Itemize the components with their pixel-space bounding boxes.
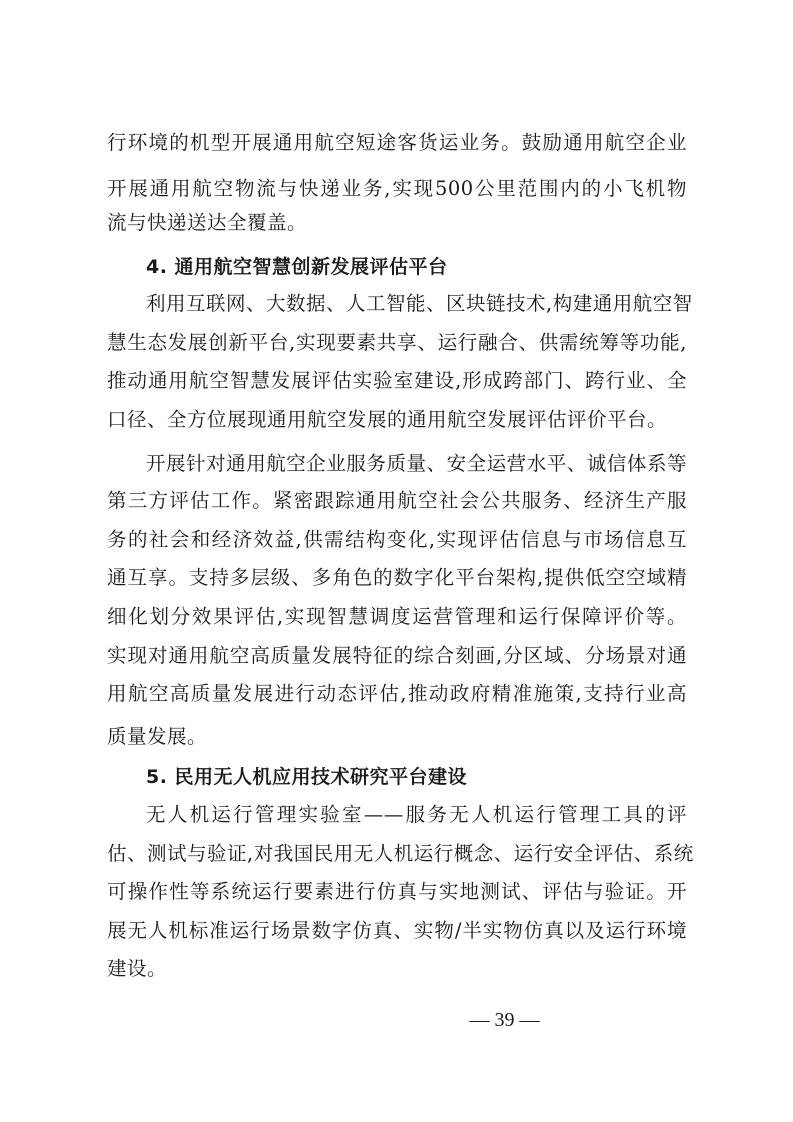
paragraph-line: 口径、全方位展现通用航空发展的通用航空发展评估评价平台。 [107,408,668,431]
paragraph-line: 可操作性等系统运行要素进行仿真与实地测试、评估与验证。开 [107,880,687,903]
paragraph-line: 质量发展。 [107,725,208,748]
paragraph-line: 展无人机标准运行场景数字仿真、实物/半实物仿真以及运行环境 [107,919,687,942]
paragraph-line: 开展针对通用航空企业服务质量、安全运营水平、诚信体系等 [146,452,687,475]
paragraph-line: 估、测试与验证,对我国民用无人机运行概念、运行安全评估、系统 [107,842,694,865]
paragraph-line: 慧生态发展创新平台,实现要素共享、运行融合、供需统筹等功能, [107,331,687,354]
page-number-text: — 39 — [469,1009,540,1031]
section-heading-5: 5. 民用无人机应用技术研究平台建设 [146,766,468,788]
paragraph-line: 利用互联网、大数据、人工智能、区块链技术,构建通用航空智 [146,292,693,315]
paragraph-line: 细化划分效果评估,实现智慧调度运营管理和运行保障评价等。 [107,605,687,628]
section-heading-4: 4. 通用航空智慧创新发展评估平台 [146,256,448,278]
paragraph-line: 实现对通用航空高质量发展特征的综合刻画,分区域、分场景对通 [107,644,687,667]
paragraph-line: 流与快递送达全覆盖。 [107,211,308,234]
paragraph-line: 无人机运行管理实验室——服务无人机运行管理工具的评 [146,803,687,826]
paragraph-line: 用航空高质量发展进行动态评估,推动政府精准施策,支持行业高 [107,682,687,705]
paragraph-line: 行环境的机型开展通用航空短途客货运业务。鼓励通用航空企业 [107,131,687,154]
paragraph-line: 推动通用航空智慧发展评估实验室建设,形成跨部门、跨行业、全 [107,369,687,392]
paragraph-line: 第三方评估工作。紧密跟踪通用航空社会公共服务、经济生产服 [107,489,687,512]
paragraph-line: 通互享。支持多层级、多角色的数字化平台架构,提供低空空域精 [107,566,687,589]
paragraph-line: 务的社会和经济效益,供需结构变化,实现评估信息与市场信息互 [107,528,687,551]
page-number [0,1008,793,1032]
paragraph-line: 开展通用航空物流与快递业务,实现500公里范围内的小飞机物 [107,177,687,200]
paragraph-line: 建设。 [107,957,168,980]
